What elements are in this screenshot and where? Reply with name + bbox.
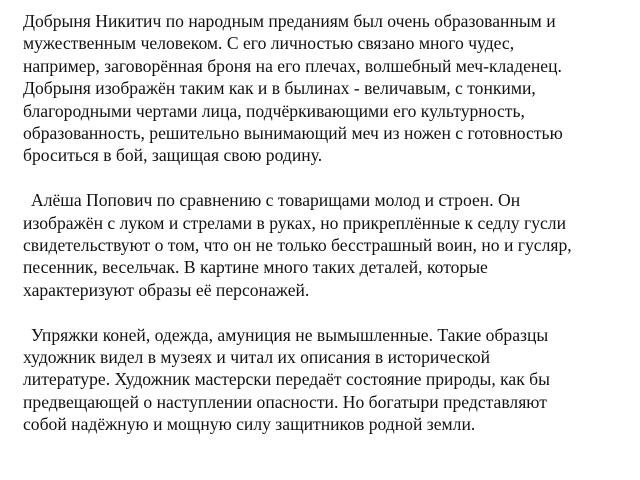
text-line: изображён с луком и стрелами в руках, но прикреплённые к седлу гусли [23, 212, 566, 233]
text-line: свидетельствуют о том, что он не только бесстрашный воин, но и гусляр, [23, 235, 572, 256]
text-body [23, 10, 623, 436]
text-line: литературе. Художник мастерски передаёт состояние природы, как бы [23, 369, 550, 390]
text-line: художник видел в музеях и читал их описания в исторической [23, 347, 491, 368]
text-line: характеризуют образы её персонажей. [23, 279, 310, 300]
text-line: Алёша Попович по сравнению с товарищами молод и строен. Он [31, 190, 521, 211]
text-line: Добрыня изображён таким как и в былинах - величавым, с тонкими, [23, 78, 536, 99]
text-line: мужественным человеком. С его личностью связано много чудес, [23, 33, 515, 54]
paragraph-spacer [23, 167, 623, 189]
text-line: песенник, весельчак. В картине много таких деталей, которые [23, 257, 488, 278]
text-line: собой надёжную и мощную силу защитников родной земли. [23, 414, 476, 435]
text-line: благородными чертами лица, подчёркивающими его культурность, [23, 100, 525, 121]
text-line: броситься в бой, защищая свою родину. [23, 145, 323, 166]
paragraph-spacer [23, 301, 623, 323]
paragraph-dobrynya [23, 10, 623, 167]
text-line: Упряжки коней, одежда, амуниция не вымышленные. Такие образцы [31, 324, 549, 345]
text-line: предвещающей о наступлении опасности. Но богатыри представляют [23, 391, 547, 412]
text-line: Добрыня Никитич по народным преданиям был очень образованным и [23, 11, 556, 31]
text-line: образованность, решительно вынимающий меч из ножен с готовностью [23, 123, 563, 144]
paragraph-horses [23, 324, 623, 436]
text-line: например, заговорённая броня на его плечах, волшебный меч-кладенец. [23, 55, 562, 76]
paragraph-alyosha [23, 189, 623, 301]
